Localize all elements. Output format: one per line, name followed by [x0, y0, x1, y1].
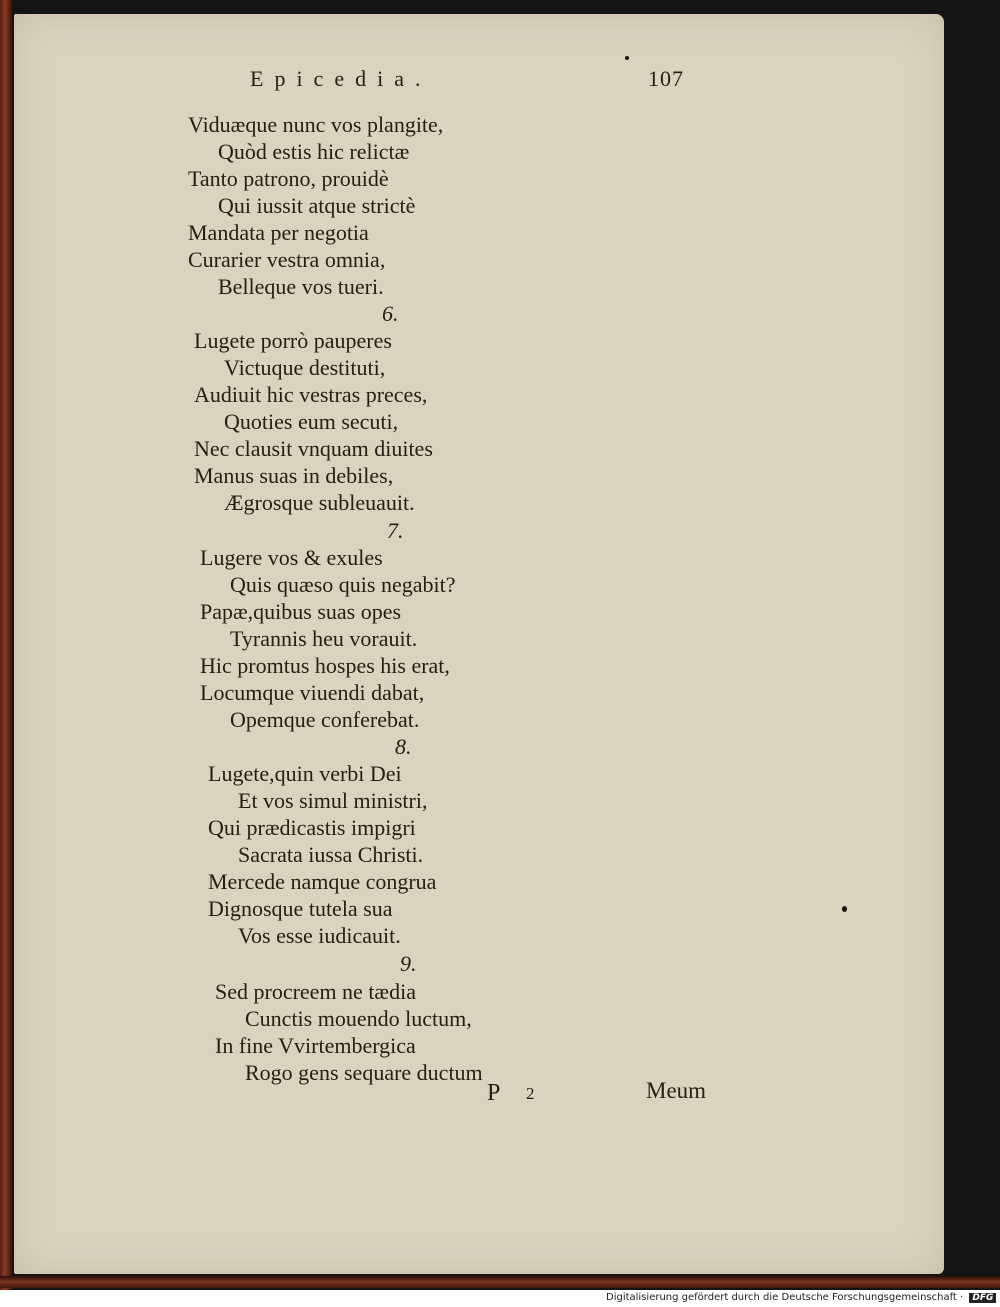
- verse-line: Quoties eum secuti,: [224, 409, 399, 434]
- verse-line: Mandata per negotia: [188, 220, 369, 245]
- verse-line: Lugete porrò pauperes: [194, 328, 392, 353]
- verse-line: Audiuit hic vestras preces,: [194, 382, 428, 407]
- verse-line: Sacrata iussa Christi.: [238, 842, 424, 867]
- verse-line: Qui iussit atque strictè: [218, 193, 416, 218]
- digitization-credit: [606, 1292, 996, 1303]
- stanza-number: 8.: [395, 734, 412, 759]
- stanza-number: 6.: [382, 301, 399, 326]
- verse-line: Lugere vos & exules: [200, 545, 383, 570]
- ink-speck: [842, 906, 847, 912]
- stanza-number: 9.: [400, 951, 417, 976]
- verse-line: Et vos simul ministri,: [238, 788, 428, 813]
- verse-line: Qui prædicastis impigri: [208, 815, 416, 840]
- verse-line: Dignosque tutela sua: [208, 896, 393, 921]
- stanza-number: 7.: [387, 518, 404, 543]
- verse-line: Papæ,quibus suas opes: [200, 599, 402, 624]
- book-binding-edge: [0, 0, 12, 1290]
- ink-speck: [625, 56, 629, 60]
- verse-line: Quòd estis hic relictæ: [218, 139, 410, 164]
- running-head: Epicedia.: [250, 66, 432, 91]
- verse-line: Vos esse iudicauit.: [238, 923, 401, 948]
- page-number: 107: [648, 66, 684, 91]
- verse-line: Nec clausit vnquam diuites: [194, 436, 433, 461]
- verse-line: Locumque viuendi dabat,: [200, 680, 425, 705]
- verse-line: Ægrosque subleuauit.: [224, 490, 415, 515]
- verse-line: Tyrannis heu vorauit.: [230, 626, 418, 651]
- signature-mark-number: 2: [526, 1084, 535, 1103]
- verse-line: Opemque conferebat.: [230, 707, 420, 732]
- verse-line: Quis quæso quis negabit?: [230, 572, 456, 597]
- verse-line: Belleque vos tueri.: [218, 274, 384, 299]
- verse-line: Curarier vestra omnia,: [188, 247, 386, 272]
- verse-line: Tanto patrono, prouidè: [188, 166, 389, 191]
- book-binding-bottom: [0, 1276, 1000, 1288]
- verse-line: Mercede namque congrua: [208, 869, 437, 894]
- verse-line: Lugete,quin verbi Dei: [208, 761, 402, 786]
- verse-line: In fine Vvirtembergica: [215, 1033, 416, 1058]
- verse-line: Sed procreem ne tædia: [215, 979, 416, 1004]
- signature-mark-letter: P: [487, 1080, 501, 1106]
- catchword: Meum: [646, 1078, 707, 1103]
- verse-line: Rogo gens sequare ductum: [245, 1060, 483, 1085]
- verse-line: Cunctis mouendo luctum,: [245, 1006, 472, 1031]
- verse-line: Viduæque nunc vos plangite,: [188, 112, 444, 137]
- verse-line: Victuque destituti,: [224, 355, 386, 380]
- credit-text: Digitalisierung gefördert durch die Deutsche Forschungsgemeinschaft ·: [606, 1292, 964, 1303]
- dfg-logo-icon: DFG: [969, 1293, 996, 1303]
- verse-line: Manus suas in debiles,: [194, 463, 394, 488]
- verse-line: Hic promtus hospes his erat,: [200, 653, 450, 678]
